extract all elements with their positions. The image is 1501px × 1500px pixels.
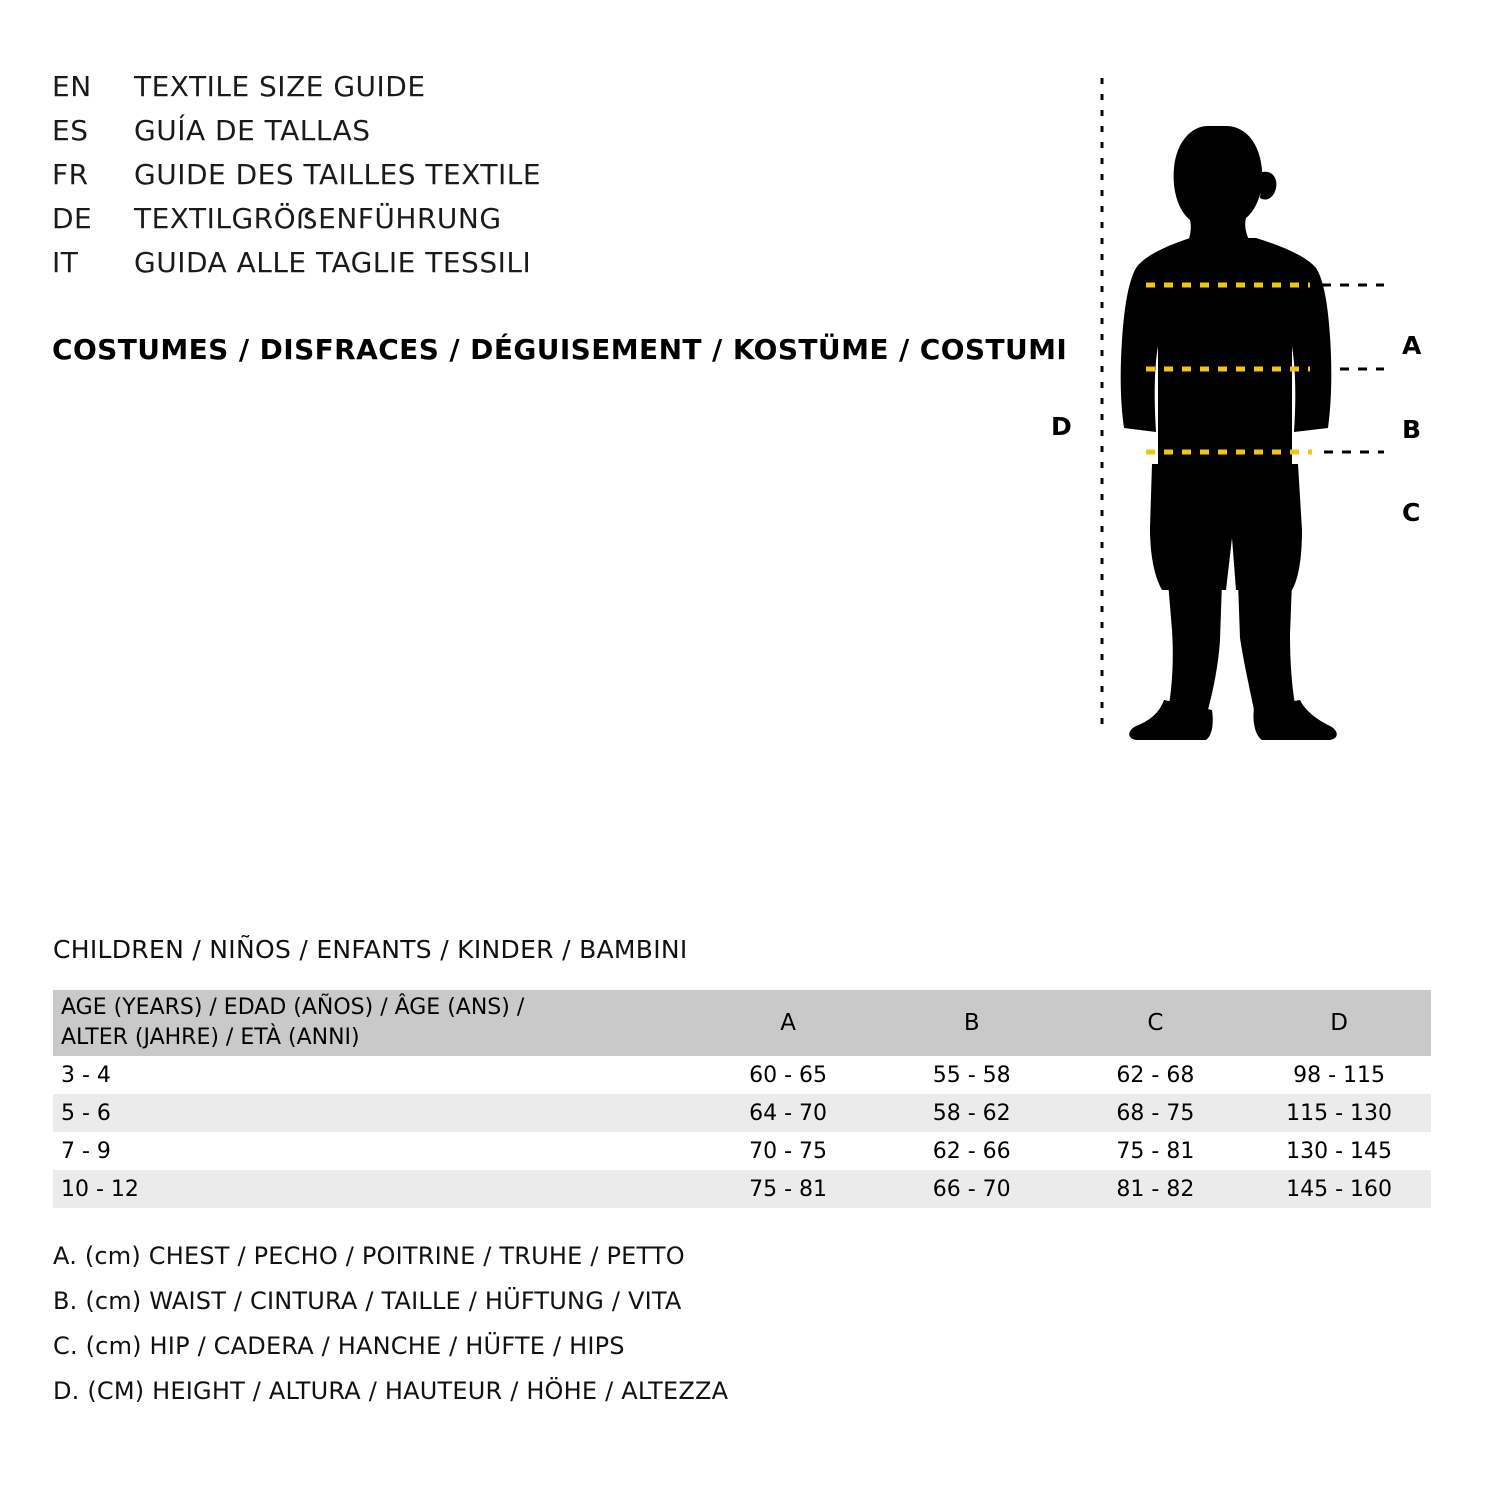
table-row (53, 1056, 1431, 1094)
cell-a: 64 - 70 (749, 1100, 828, 1126)
language-row-en (52, 70, 1032, 114)
table-header-b: B (963, 1010, 980, 1036)
child-silhouette-icon (1040, 60, 1460, 760)
children-section-title: CHILDREN / NIÑOS / ENFANTS / KINDER / BAMBINI (53, 935, 688, 964)
costumes-heading: COSTUMES / DISFRACES / DÉGUISEMENT / KOSTÜME / COSTUMI (52, 333, 1068, 366)
table-header-a: A (780, 1010, 796, 1036)
cell-c: 81 - 82 (1116, 1176, 1195, 1202)
table-header-age-line2: ALTER (JAHRE) / ETÀ (ANNI) (61, 1025, 360, 1050)
cell-d: 98 - 115 (1293, 1062, 1386, 1088)
table-row (53, 1132, 1431, 1170)
cell-a: 60 - 65 (749, 1062, 828, 1088)
cell-d: 130 - 145 (1286, 1138, 1393, 1164)
language-code-fr: FR (52, 158, 89, 191)
cell-b: 62 - 66 (932, 1138, 1011, 1164)
legend-item-d: D. (CM) HEIGHT / ALTURA / HAUTEUR / HÖHE / ALTEZZA (53, 1377, 729, 1405)
cell-a: 75 - 81 (749, 1176, 828, 1202)
marker-label-b: B (1402, 415, 1422, 444)
table-header-c: C (1147, 1010, 1164, 1036)
cell-b: 66 - 70 (932, 1176, 1011, 1202)
language-code-de: DE (52, 202, 93, 235)
cell-d: 115 - 130 (1286, 1100, 1393, 1126)
language-row-de (52, 202, 1032, 246)
legend-item-b: B. (cm) WAIST / CINTURA / TAILLE / HÜFTUNG / VITA (53, 1287, 682, 1315)
cell-d: 145 - 160 (1286, 1176, 1393, 1202)
language-code-es: ES (52, 114, 89, 147)
cell-b: 55 - 58 (932, 1062, 1011, 1088)
measurement-legend (53, 1242, 1053, 1422)
cell-c: 62 - 68 (1116, 1062, 1195, 1088)
language-row-es (52, 114, 1032, 158)
table-header-age-line1: AGE (YEARS) / EDAD (AÑOS) / ÂGE (ANS) / (61, 995, 525, 1021)
table-row (53, 1170, 1431, 1208)
marker-label-d: D (1051, 412, 1072, 441)
language-list (52, 70, 1032, 290)
language-text-en: TEXTILE SIZE GUIDE (134, 70, 426, 103)
table-header-age (53, 990, 696, 1056)
table-header-d: D (1330, 1010, 1348, 1036)
marker-label-c: C (1402, 498, 1421, 527)
cell-age: 10 - 12 (61, 1176, 139, 1202)
cell-a: 70 - 75 (749, 1138, 828, 1164)
cell-age: 5 - 6 (61, 1100, 111, 1126)
measurement-figure (1040, 60, 1460, 760)
marker-label-a: A (1402, 331, 1422, 360)
cell-c: 68 - 75 (1116, 1100, 1195, 1126)
legend-item-a: A. (cm) CHEST / PECHO / POITRINE / TRUHE / PETTO (53, 1242, 685, 1270)
cell-b: 58 - 62 (932, 1100, 1011, 1126)
language-code-en: EN (52, 70, 92, 103)
language-code-it: IT (52, 246, 79, 279)
language-row-it (52, 246, 1032, 290)
silhouette-shape (1121, 126, 1337, 740)
language-text-es: GUÍA DE TALLAS (134, 114, 371, 147)
language-row-fr (52, 158, 1032, 202)
table-header-row (53, 990, 1431, 1056)
cell-c: 75 - 81 (1116, 1138, 1195, 1164)
language-text-it: GUIDA ALLE TAGLIE TESSILI (134, 246, 532, 279)
language-text-fr: GUIDE DES TAILLES TEXTILE (134, 158, 542, 191)
size-table (53, 990, 1431, 1208)
language-text-de: TEXTILGRÖẞENFÜHRUNG (134, 202, 502, 235)
legend-item-c: C. (cm) HIP / CADERA / HANCHE / HÜFTE / HIPS (53, 1332, 625, 1360)
cell-age: 3 - 4 (61, 1062, 111, 1088)
table-row (53, 1094, 1431, 1132)
cell-age: 7 - 9 (61, 1138, 111, 1164)
